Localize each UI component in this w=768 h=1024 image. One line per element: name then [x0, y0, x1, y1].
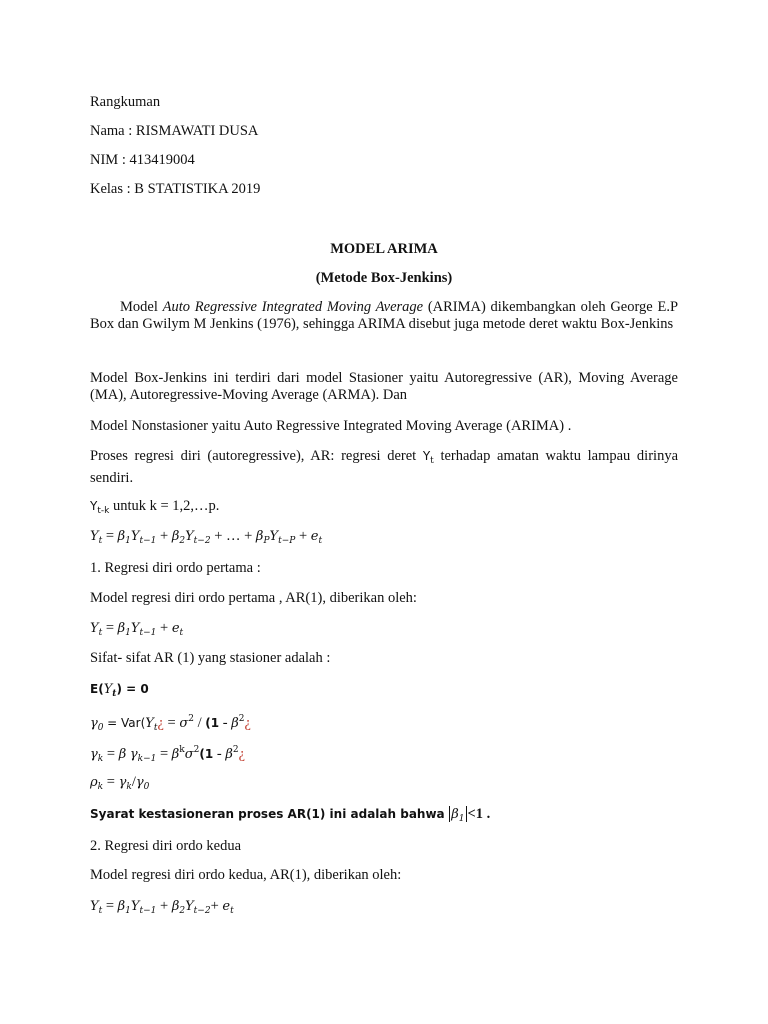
name-line: Nama : RISMAWATI DUSA	[90, 123, 259, 139]
equation-gammak: $\gamma_k = \beta$ $\gamma_{k-1} = \beta^k\sigma^2(1$ - $\beta^2¿$	[90, 745, 245, 764]
equation-rhok: $\rho_k = \gamma_k/\gamma_0$	[90, 774, 150, 792]
lag-line: $Y_{t-k}$ untuk k = 1,2,…p.	[90, 498, 220, 516]
equation-ar2: $Y_t = \beta_1Y_{t-1} + \beta_2Y_{t-2}+ e_t$	[90, 898, 234, 916]
paragraph-autoregressive: Proses regresi diri (autoregressive), AR: regresi deret $Y_t$ terhadap amatan waktu lampau dirinya sendiri.	[90, 448, 679, 486]
section-subtitle: (Metode Box-Jenkins)	[315, 270, 453, 286]
equation-ar-p: $Y_t = \beta_1Y_{t-1} + \beta_2Y_{t-2}$ + … + $\beta_PY_{t-P} + e_t$	[90, 528, 323, 546]
section1-heading: 1. Regresi diri ordo pertama :	[90, 560, 261, 576]
section2-intro: Model regresi diri ordo kedua, AR(1), diberikan oleh:	[90, 867, 402, 883]
section1-properties: Sifat- sifat AR (1) yang stasioner adalah :	[90, 650, 331, 666]
paragraph-box-jenkins: Model Box-Jenkins ini terdiri dari model Stasioner yaitu Autoregressive (AR), Moving Average (MA), Autoregressive-Moving Average (ARMA). Dan	[90, 370, 678, 403]
paragraph-nonstasioner: Model Nonstasioner yaitu Auto Regressive Integrated Moving Average (ARIMA) .	[90, 418, 572, 434]
nim-line: NIM : 413419004	[90, 152, 195, 168]
paragraph-intro: Model Auto Regressive Integrated Moving Average (ARIMA) dikembangkan oleh George E.P Box dan Gwilym M Jenkins (1976), sehingga ARIMA disebut juga metode deret waktu Box-Jenkins	[90, 299, 679, 332]
section2-heading: 2. Regresi diri ordo kedua	[90, 838, 242, 854]
kelas-line: Kelas : B STATISTIKA 2019	[90, 181, 261, 197]
equation-gamma0: $\gamma_0$ = $Var(Y_t¿ = \sigma^2 / (1$ - $\beta^2¿$	[90, 714, 251, 733]
equation-expectation: $E(Y_t) = 0$	[90, 682, 149, 699]
section-title: MODEL ARIMA	[330, 241, 438, 257]
doc-title: Rangkuman	[90, 94, 161, 110]
section1-intro: Model regresi diri ordo pertama , AR(1), diberikan oleh:	[90, 590, 417, 606]
equation-ar1: $Y_t = \beta_1Y_{t-1} + e_t$	[90, 620, 184, 638]
stationarity-condition: Syarat kestasioneran proses AR(1) ini adalah bahwa $\beta_1 <1$ .	[90, 806, 491, 824]
